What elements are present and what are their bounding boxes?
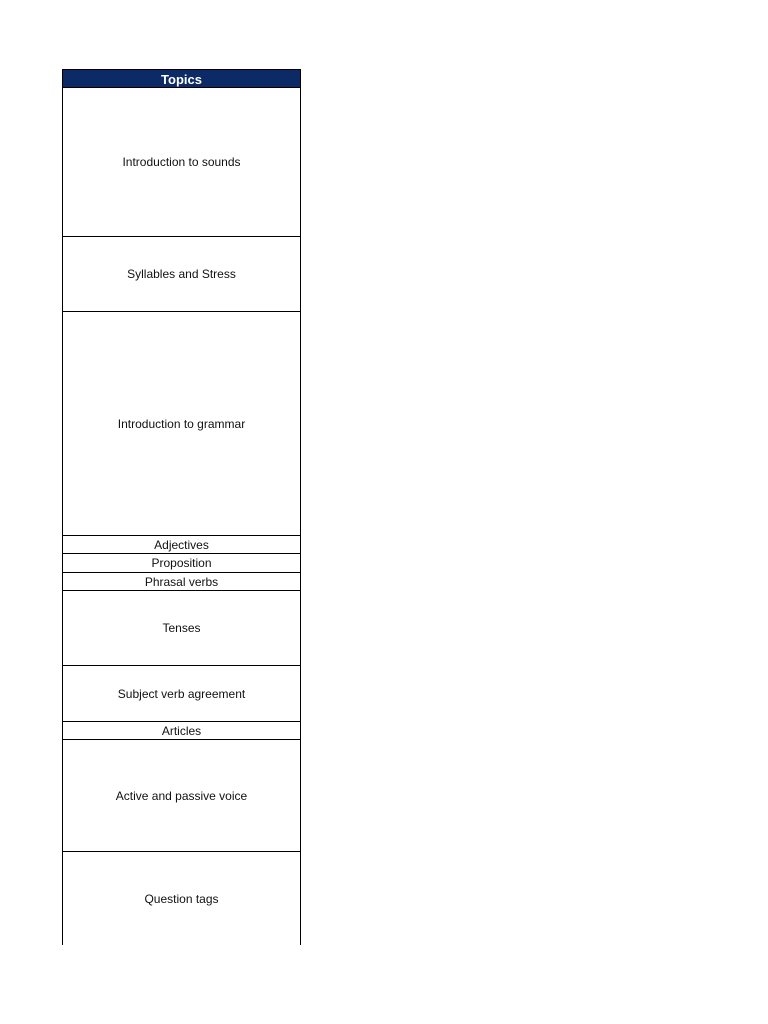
topics-header: Topics <box>62 69 301 88</box>
topics-table <box>62 69 301 945</box>
topic-cell: Proposition <box>62 554 301 573</box>
topic-cell: Syllables and Stress <box>62 237 301 312</box>
topic-cell: Introduction to sounds <box>62 88 301 237</box>
topic-cell: Question tags <box>62 852 301 945</box>
topic-cell: Phrasal verbs <box>62 573 301 591</box>
topic-cell: Active and passive voice <box>62 740 301 852</box>
topic-cell: Tenses <box>62 591 301 666</box>
topic-cell: Introduction to grammar <box>62 312 301 536</box>
topic-cell: Subject verb agreement <box>62 666 301 722</box>
topic-cell: Articles <box>62 722 301 740</box>
topic-cell: Adjectives <box>62 536 301 554</box>
